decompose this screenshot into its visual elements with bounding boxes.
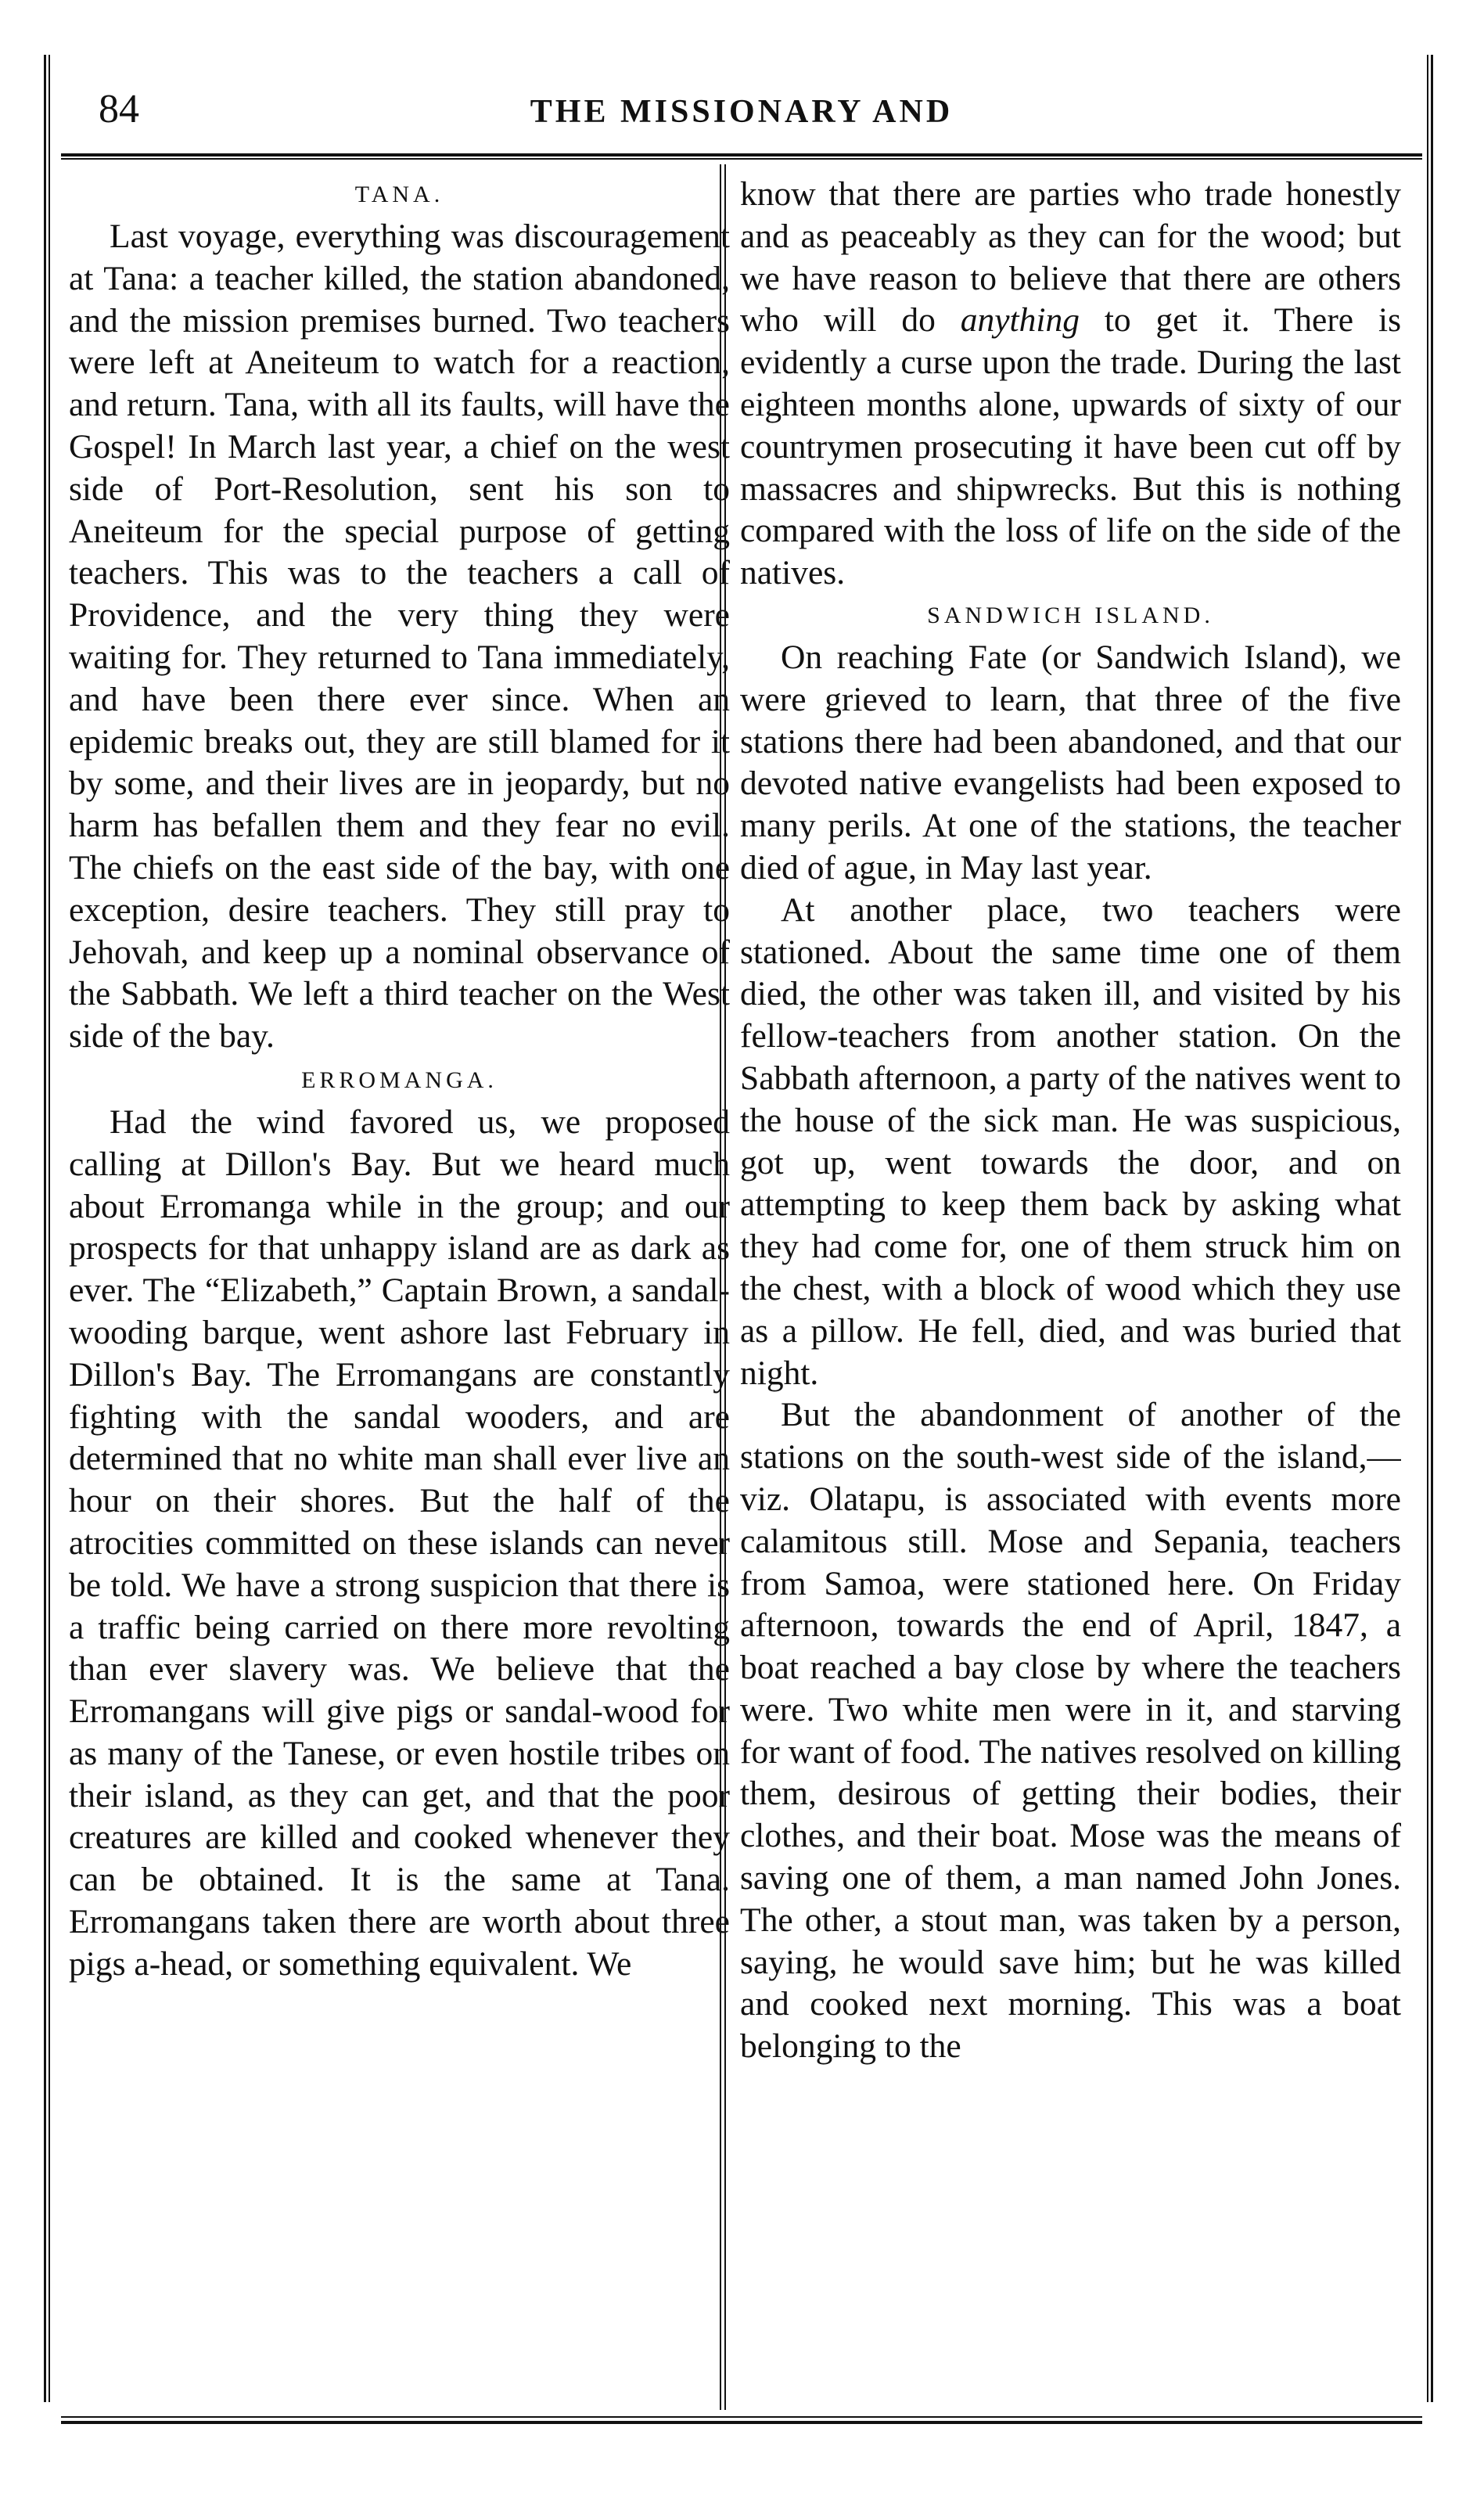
- page-header: [61, 78, 1422, 149]
- right-column: [740, 174, 1401, 2404]
- left-column: [69, 174, 730, 2404]
- emphasis-anything: anything: [960, 301, 1080, 340]
- page-number: 84: [99, 87, 139, 131]
- paragraph-continued-text-b: to get it. There is evidently a curse upon the trade. During the last eighteen months alone, upwards of sixty of our countrymen prosecuting it have been cut off by massacres and shipwrecks. But this is nothing compared with the loss of life on the side of the natives.: [740, 301, 1401, 592]
- paragraph-continued-text-a: know that there are parties who trade honestly and as peaceably as they can for the wood; but we have reason to believe that there are others who will do: [740, 175, 1401, 340]
- section-title-tana: TANA.: [354, 182, 444, 207]
- footer-rule: [61, 2416, 1422, 2424]
- header-rule: [61, 153, 1422, 160]
- paragraph-erromanga: Had the wind favored us, we proposed calling at Dillon's Bay. But we heard much about Erromanga while in the group; and our prospects for that unhappy island are as dark as ever. The “Elizabeth,” Captain Brown, a sandal-wooding barque, went ashore last February in Dillon's Bay. The Erromangans are constantly fighting with the sandal wooders, and are determined that no white man shall ever live an hour on their shores. But the half of the atrocities committed on these islands can never be told. We have a strong suspicion that there is a traffic being carried on there more revolting than ever slavery was. We believe that the Erromangans will give pigs or sandal-wood for as many of the Tanese, or even hostile tribes on their island, as they can get, and that the poor creatures are killed and cooked whenever they can be obtained. It is the same at Tana. Erromangans taken there are worth about three pigs a-head, or something equivalent. We: [69, 1102, 730, 1983]
- paragraph-tana: Last voyage, everything was discouragement at Tana: a teacher killed, the station abandoned, and the mission premises burned. Two teachers were left at Aneiteum to watch for a reaction, and return. Tana, with all its faults, will have the Gospel! In March last year, a chief on the west side of Port-Resolution, sent his son to Aneiteum for the special purpose of getting teachers. This was to the teachers a call of Providence, and the very thing they were waiting for. They returned to Tana immediately, and have been there ever since. When an epidemic breaks out, they are still blamed for it by some, and their lives are in jeopardy, but no harm has befallen them and they fear no evil. The chiefs on the east side of the bay, with one exception, desire teachers. They still pray to Jehovah, and keep up a nominal observance of the Sabbath. We left a third teacher on the West side of the bay.: [69, 218, 730, 1056]
- page-border-left: [44, 55, 50, 2402]
- section-title-sandwich-island: SANDWICH ISLAND.: [927, 602, 1214, 628]
- paragraph-another-place: At another place, two teachers were stationed. About the same time one of them died, the other was taken ill, and visited by his fellow-teachers from another station. On the Sabbath afternoon, a party of the natives went to the house of the sick man. He was suspicious, got up, went towards the door, and on attempting to keep them back by asking what they had come for, one of them struck him on the chest, with a block of wood which they use as a pillow. He fell, died, and was buried that night.: [740, 890, 1401, 1392]
- paragraph-continued: [740, 174, 1401, 595]
- running-head: THE MISSIONARY AND: [530, 94, 954, 130]
- paragraph-olatapu: But the abandonment of another of the stations on the south-west side of the island,—viz. Olatapu, is associated with events more calamitous still. Mose and Sepania, teachers from Samoa, were stationed here. On Friday afternoon, towards the end of April, 1847, a boat reached a bay close by where the teachers were. Two white men were in it, and starving for want of food. The natives resolved on killing them, desirous of getting their bodies, their clothes, and their boat. Mose was the means of saving one of them, a man named John Jones. The other, a stout man, was taken by a person, saying, he would save him; but he was killed and cooked next morning. This was a boat belonging to the: [740, 1396, 1401, 2066]
- page-border-right: [1427, 55, 1433, 2402]
- paragraph-fate-arrival: On reaching Fate (or Sandwich Island), we were grieved to learn, that three of the five stations there had been abandoned, and that our devoted native evangelists had been exposed to many perils. At one of the stations, the teacher died of ague, in May last year.: [740, 638, 1401, 887]
- section-title-erromanga: ERROMANGA.: [301, 1066, 498, 1093]
